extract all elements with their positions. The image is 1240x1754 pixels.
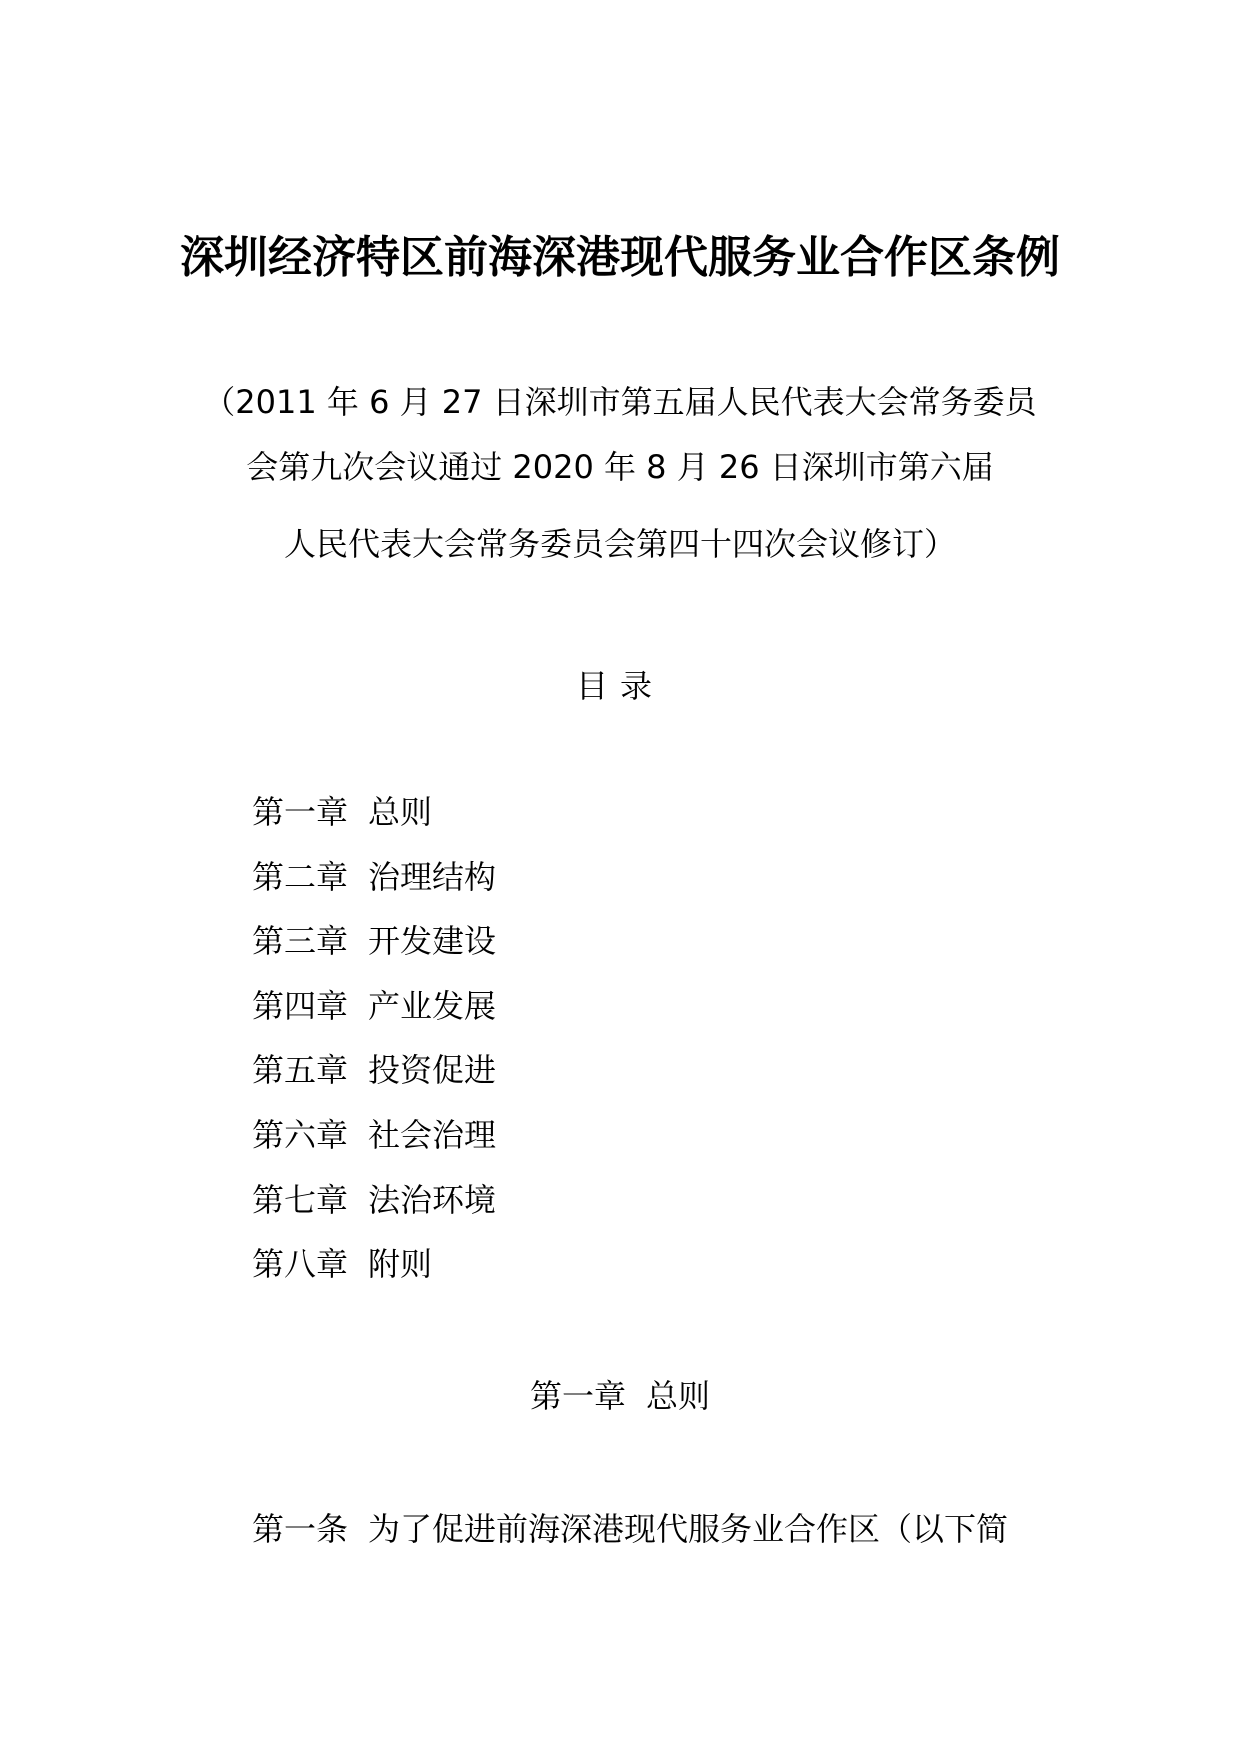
toc-item-chapter-4[interactable]	[252, 984, 496, 1049]
toc-chapter-name: 法治环境	[368, 1180, 497, 1219]
article-paragraph	[252, 1507, 1008, 1551]
toc-item-chapter-8[interactable]	[252, 1242, 496, 1307]
article-number: 第一条	[252, 1510, 349, 1548]
chapter-heading	[0, 1374, 1240, 1418]
toc-chapter-name: 投资促进	[368, 1051, 497, 1090]
toc-chapter-number: 第八章	[252, 1245, 349, 1284]
toc-item-chapter-2[interactable]	[252, 855, 496, 920]
toc-chapter-number: 第五章	[252, 1051, 349, 1090]
adoption-note-line-2: 会第九次会议通过 2020 年 8 月 26 日深圳市第六届	[246, 448, 994, 486]
toc-item-chapter-5[interactable]	[252, 1048, 496, 1113]
toc-chapter-name: 社会治理	[368, 1115, 497, 1154]
toc-chapter-number: 第三章	[252, 922, 349, 961]
toc-chapter-number: 第六章	[252, 1115, 349, 1154]
table-of-contents	[252, 790, 496, 1307]
article-text: 为了促进前海深港现代服务业合作区（以下简	[368, 1510, 1009, 1548]
toc-chapter-name: 治理结构	[368, 857, 497, 896]
toc-chapter-number: 第七章	[252, 1180, 349, 1219]
toc-item-chapter-1[interactable]	[252, 790, 496, 855]
toc-chapter-number: 第二章	[252, 857, 349, 896]
toc-heading: 目录	[575, 667, 664, 705]
toc-item-chapter-6[interactable]	[252, 1113, 496, 1178]
toc-chapter-number: 第一章	[252, 793, 349, 831]
adoption-note-line-3: 人民代表大会常务委员会第四十四次会议修订）	[283, 525, 956, 563]
chapter-number: 第一章	[529, 1377, 626, 1415]
chapter-name: 总则	[646, 1377, 711, 1415]
toc-item-chapter-3[interactable]	[252, 919, 496, 984]
toc-chapter-name: 产业发展	[368, 986, 497, 1025]
adoption-note-line-1: （2011 年 6 月 27 日深圳市第五届人民代表大会常务委员	[203, 383, 1037, 421]
toc-chapter-number: 第四章	[252, 986, 349, 1025]
document-title: 深圳经济特区前海深港现代服务业合作区条例	[180, 232, 1060, 283]
toc-item-chapter-7[interactable]	[252, 1178, 496, 1243]
toc-chapter-name: 开发建设	[368, 922, 497, 961]
toc-chapter-name: 附则	[368, 1245, 433, 1284]
toc-chapter-name: 总则	[368, 793, 433, 831]
